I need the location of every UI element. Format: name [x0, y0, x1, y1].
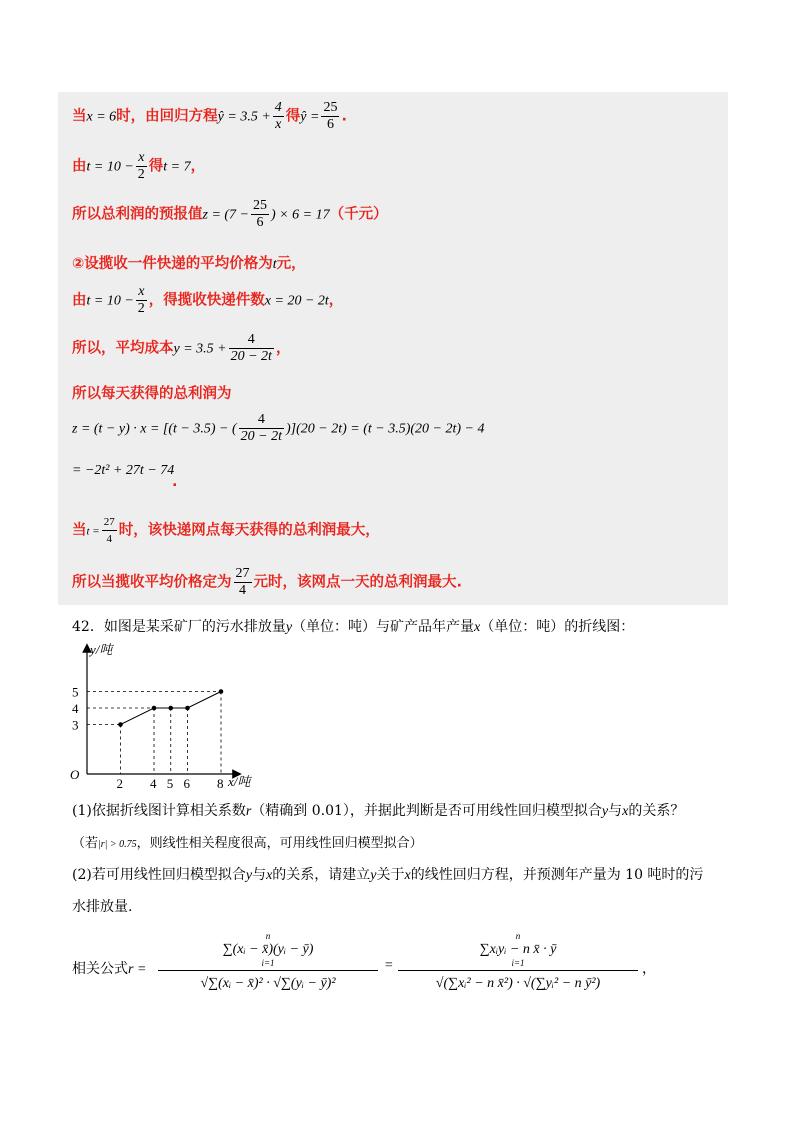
solution-line-11: 所以当揽收平均价格定为 $\frac{27}{4}$ 元时，该网点一天的总利润最大.: [72, 566, 463, 598]
data-point: [118, 722, 123, 727]
x-tick-label: 6: [183, 776, 190, 790]
y-tick-label: 3: [72, 717, 79, 733]
solution-line-5: 由t = 10 − $\frac{x}{2}$ ，得揽收快递件数x = 20 − 2t，: [72, 284, 344, 316]
line-chart: [62, 640, 282, 790]
solution-line-7: 所以每天获得的总利润为: [72, 386, 232, 402]
solution-line-6: 所以，平均成本y = 3.5 + $\frac{4}{20 - 2t}$ ，: [72, 332, 291, 364]
x-tick-label: 5: [166, 776, 174, 790]
guide-dashes: [87, 692, 221, 775]
solution-line-1: 当x = 6时，由回归方程ŷ = 3.5 + $\frac{4}{x}$ 得ŷ = $\frac{25}{6}$ .: [72, 100, 347, 132]
y-tick-label: 4: [72, 701, 79, 716]
x-axis-label: x/吨: [228, 774, 251, 789]
data-point: [219, 689, 224, 694]
y-axis-label: y/吨: [90, 642, 113, 657]
solution-line-2: 由t = 10 − $\frac{x}{2}$ 得t = 7，: [72, 150, 206, 182]
x-tick-label: 8: [217, 776, 224, 790]
data-point: [168, 706, 173, 711]
question-part-2: (2)若可用线性回归模型拟合y与x的关系，请建立y关于x的线性回归方程，并预测年产量为 10 吨时的污: [72, 867, 704, 883]
origin-label: O: [70, 767, 80, 782]
data-point: [185, 706, 190, 711]
question-part-1: (1)依据折线图计算相关系数r（精确到 0.01），并据此判断是否可用线性回归模型拟合y与x的关系？: [72, 803, 685, 819]
solution-line-4: ②设揽收一件快递的平均价格为t元，: [72, 256, 306, 272]
x-tick-label: 4: [150, 776, 157, 790]
solution-line-8: z = (t − y) · x = [(t − 3.5) − ( $\frac{4}{20 - 2t}$ )](20 − 2t) = (t − 3.5)(20 − 2t) − 4: [72, 412, 485, 444]
question-part-2-cont: 水排放量.: [72, 899, 133, 915]
solution-line-9: = −2t² + 27t − 74: [72, 463, 175, 478]
x-tick-label: 2: [116, 776, 123, 790]
correlation-formula: 相关公式r = n ∑(xᵢ − x̄)(yᵢ − ȳ) i=1 √∑(xᵢ − x̄)² · √∑(yᵢ − ȳ)² = n ∑xᵢyᵢ − n x̄ · ȳ i=1 √(∑xᵢ² − n x̄²) · √(∑yᵢ² − n ȳ²) ，: [72, 931, 656, 991]
solution-line-9-dot: .: [172, 474, 178, 490]
data-point: [152, 706, 157, 711]
question-stem: 42．如图是某采矿厂的污水排放量y（单位：吨）与矿产品年产量x（单位：吨）的折线图：: [72, 619, 635, 635]
question-note: （若|r| > 0.75，则线性相关程度很高，可用线性回归模型拟合）: [72, 836, 423, 851]
y-tick-label: 5: [72, 684, 79, 700]
solution-line-3: 所以总利润的预报值z = (7 − $\frac{25}{6}$ ) × 6 = 17（千元）: [72, 198, 388, 230]
solution-line-10: 当t = $\frac{27}{4}$ 时，该快递网点每天获得的总利润最大，: [72, 516, 380, 545]
